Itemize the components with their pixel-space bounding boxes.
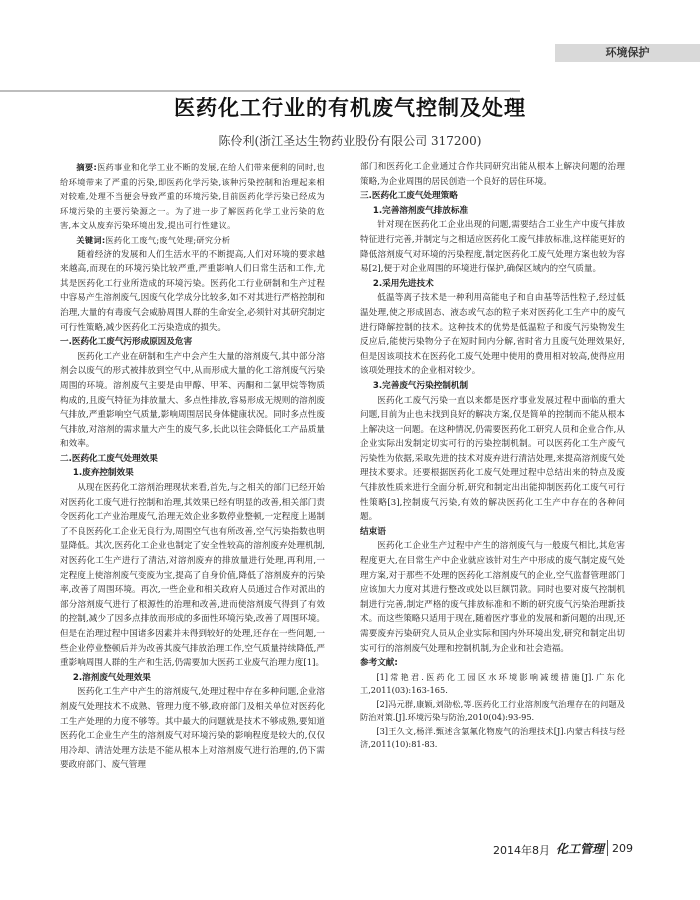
section-heading: 结束语 xyxy=(360,526,386,537)
paragraph: 随着经济的发展和人们生活水平的不断提高,人们对环境的要求越来越高,而现在的环境污染比较严重,严重影响人们日常生活和工作,尤其是医药化工行业所造成的环境污染。医药化工行业研制和生产过程中容易产生溶剂废气,因废气化学成分比较多,如不对其进行严格控制和治理,大量的有毒废气会威胁周围人群的生命安全,必须针对其研究制定可行性策略,减少医药化工污染造成的损失。 xyxy=(60,249,325,333)
subsection-heading: 1.废弃控制效果 xyxy=(72,468,134,479)
left-column xyxy=(60,160,325,773)
footer-divider xyxy=(607,840,608,856)
article-title: 医药化工行业的有机废气控制及处理 xyxy=(174,96,526,120)
section-heading: 一.医药化工废气污形成原因及危害 xyxy=(60,337,193,348)
subsection-heading: 2.采用先进技术 xyxy=(372,278,434,289)
section-heading: 三.医药化工废气处理策略 xyxy=(360,191,458,202)
reference-item: [3]王久文,杨洋.甄述含氯氟化物废气的治理技术[J].内蒙古科技与经济,2011(10):81-83. xyxy=(360,725,625,750)
keywords-label: 关键词: xyxy=(76,234,106,245)
paragraph: 部门和医药化工企业通过合作共同研究出能从根本上解决问题的治理策略,为企业周围的居民创造一个良好的居住环境。 xyxy=(360,162,625,187)
section-heading: 二.医药化工废气处理效果 xyxy=(60,453,158,464)
paragraph: 针对现在医药化工企业出现的问题,需要结合工业生产中废气排放特征进行完善,并制定与之相适应医药化工废气排放标准,这样能更好的降低溶剂废气对环境的污染程度,制定医药化工废气处理方案也较为容易[2],便于对企业周围的环境进行保护,确保区域内的空气质量。 xyxy=(360,220,625,275)
reference-item: [1]常艳君.医药化工园区水环境影响减缓措施[J].广东化工,2011(03):163-165. xyxy=(360,671,625,696)
subsection-heading: 1.完善溶剂废气排放标准 xyxy=(372,205,469,216)
paragraph: 从现在医药化工溶剂治理现状来看,首先,与之相关的部门已经开始对医药化工废气进行控制和治理,其效果已经有明显的改善,相关部门责令医药化工产业治理废气,治理无效企业多数停业整顿,一定程度上遏制了不良医药化工企业无良行为,周围空气也有所改善,空气污染指数也明显降低。其次,医药化工企业也制定了安全性较高的溶剂废弃处理机制,对医药化工生产进行了清洁,对溶剂废弃的排放量进行处理,再利用,一定程度上使溶剂废气变废为宝,提高了自身价值,降低了溶剂废弃的污染率,改善了周围环境。再次,一些企业和相关政府人员通过合作对派出的部分溶剂废气进行了根源性的治理和改善,进而使溶剂废气得到了有效的控制,减少了因多点排放而形成的多面性环境污染,改善了周围环境。但是在治理过程中国诸多因素并未得到较好的处理,还存在一些问题,一些企业停业整顿后并为改善其废气排放治理工作,空气质量持续降低,严重影响周围人群的生产和生活,仍需要加大医药工业废气治理力度[1]。 xyxy=(60,483,325,669)
paragraph: 医药化工企业生产过程中产生的溶剂废气与一般废气相比,其危害程度更大,在目常生产中企业就应该针对生产中形成的废气制定废气处理方案,对于那些不处理的医药化工溶剂废气的企业,空气监督管理部门应该加大力度对其进行整改或处以巨额罚款。同时也要对废气控制机制进行完善,制定严格的废气排放标准和不断的研究废气污染治理新技术。而这些策略只适用于现在,随着医疗事业的发展和新问题的出现,还需要废弃污染研究人员从企业实际和国内外环境出发,研究和制定出切实可行的溶剂废气处理和控制机制,为企业和社会造福。 xyxy=(360,541,625,654)
paragraph: 医药化工产业在研制和生产中会产生大量的溶剂废气,其中部分溶剂会以废气的形式被排放到空气中,从而形成大量的化工溶剂废气污染周围的环境。溶剂废气主要是由甲醇、甲苯、丙酮和二氯甲烷等物质构成的,且废气特征为排放量大、多点性排放,容易形成无规则的溶剂废气排放,严重影响空气质量,影响周围居民身体健康状况。同时多点性废气排放,对溶剂的需求量大产生的废气多,长此以往会降低化工产品质量和效率。 xyxy=(60,351,325,450)
abstract-text: 医药事业和化学工业不断的发展,在给人们带来便利的同时,也给环境带来了严重的污染,即医药化学污染,该种污染控制和治理起来相对较难,处理不当便会导致严重的环境污染,目前医药化学污染已经成为环境污染的主要污染源之一。为了进一步了解医药化学工业污染的危害,本文从废弃污染环境出发,提出可行性建议。 xyxy=(60,162,325,231)
abstract xyxy=(60,160,325,233)
subsection-heading: 2.溶剂废气处理效果 xyxy=(72,672,151,683)
reference-item: [2]冯元群,康颖,刘劭松,等.医药化工行业溶剂废气治理存在的问题及防治对策.[J].环境污染与防治,2010(04):93-95. xyxy=(360,698,625,723)
paragraph: 医药化工废气污染一直以来都是医疗事业发展过程中面临的重大问题,目前为止也未找到良好的解决方案,仅是简单的控制而不能从根本上解决这一问题。在这种情况,仍需要医药化工研究人员和企业合作,从企业实际出发制定切实可行的污染控制机制。可以医药化工生产废气污染性为依据,采取先进的技术对废弃进行清洁处理,来提高溶剂废气处理技术要求。还要根据医药化工废气处理过程中总结出来的特点及废气排放性质来进行全面分析,研究和制定出出能抑制医药化工废气可行性策略[3],控制废气污染,有效的解决医药化工生产中存在的各种问题。 xyxy=(360,395,625,523)
paragraph: 低温等离子技术是一种利用高能电子和自由基等活性粒子,经过低温处理,使之形成固态、液态或气态的粒子来对医药化工生产中的废气进行降解控制的技术。这种技术的优势是低温粒子和废气污染物发生反应后,能使污染物分子在短时间内分解,省时省力且废气处理效果好,但是因该项技术在医药化工废气处理中使用的费用相对较高,使得应用该项处理技术的企业相对较少。 xyxy=(360,293,625,377)
right-body xyxy=(360,160,625,752)
left-body xyxy=(60,248,325,773)
journal-logo: 化工管理 xyxy=(556,842,605,856)
keywords-text: 医药化工废气;废气处理;研究分析 xyxy=(105,234,231,245)
subsection-heading: 3.完善废气污染控制机制 xyxy=(372,380,469,391)
section-tag: 环境保护 xyxy=(555,44,700,62)
author-affiliation: 陈伶利(浙江圣达生物药业股份有限公司 317200) xyxy=(218,134,482,148)
section-heading: 参考文献: xyxy=(360,658,398,669)
keywords xyxy=(60,233,325,248)
footer-date: 2014年8月 xyxy=(493,844,550,857)
paragraph: 医药化工生产中产生的溶剂废气,处理过程中存在多种问题,企业溶剂废气处理技术不成熟、管理力度不够,政府部门及相关单位对医药化工生产处理的力度不够等。其中最大的问题就是技术不够成熟,要知道医药化工企业生产生的溶剂废气对环境污染的影响程度是较大的,仅仅用冷却、清洁处理方法是不能从根本上对溶剂废气进行治理的,仍下需要政府部门、废气管理 xyxy=(60,687,325,771)
page-number: 209 xyxy=(612,842,633,855)
right-column xyxy=(360,160,625,752)
abstract-label: 摘要: xyxy=(76,162,98,172)
